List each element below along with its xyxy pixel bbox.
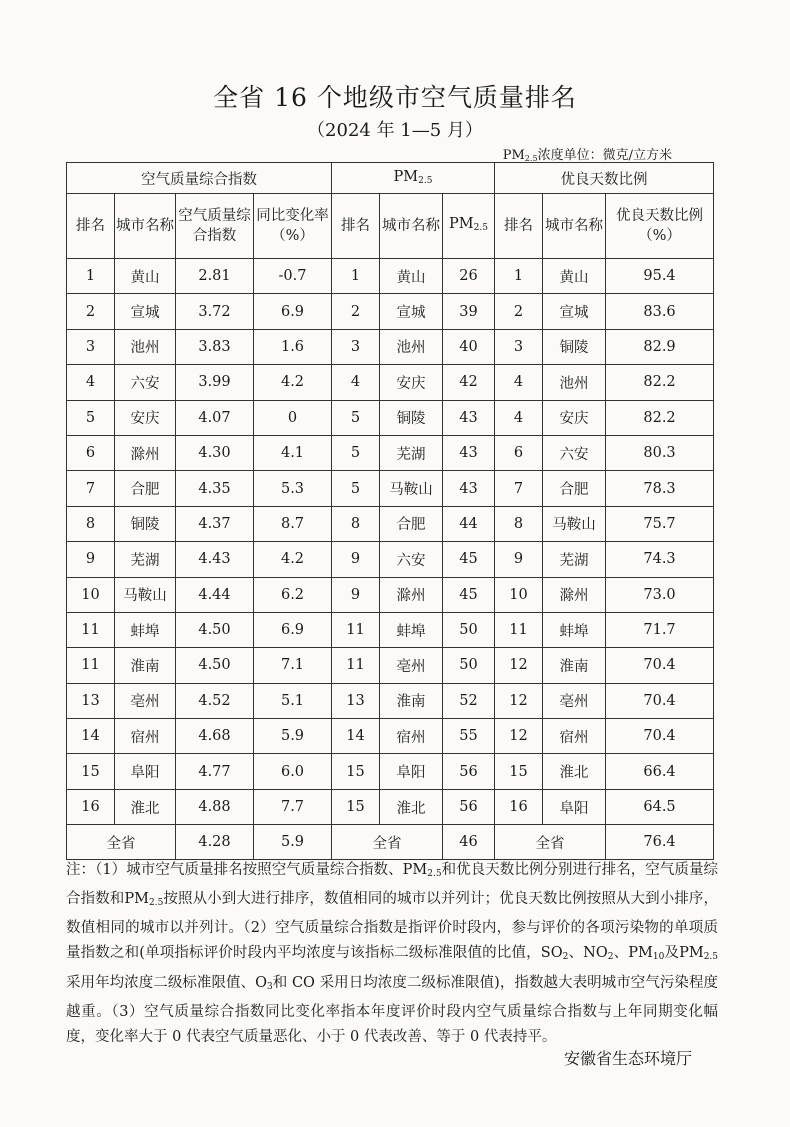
good-ratio: 82.2 xyxy=(606,365,714,400)
good-city: 铜陵 xyxy=(543,329,606,364)
good-city: 淮南 xyxy=(543,648,606,683)
table-row xyxy=(67,612,714,647)
pm25-rank: 1 xyxy=(332,259,380,294)
aqi-rank: 10 xyxy=(67,577,115,612)
header-city: 城市名称 xyxy=(115,194,176,259)
aqi-index: 4.88 xyxy=(176,789,254,824)
good-ratio: 75.7 xyxy=(606,506,714,541)
aqi-index: 4.30 xyxy=(176,435,254,470)
good-ratio: 70.4 xyxy=(606,683,714,718)
pm25-city: 亳州 xyxy=(380,648,443,683)
aqi-rank: 8 xyxy=(67,506,115,541)
unit-label: $PM_{2.5}$浓度单位：微克/立方米 xyxy=(502,148,672,163)
pm25-city: 淮南 xyxy=(380,683,443,718)
header-rank: 排名 xyxy=(67,194,115,259)
table-row xyxy=(67,683,714,718)
good-city: 淮北 xyxy=(543,754,606,789)
issuer: 安徽省生态环境厅 xyxy=(563,1049,692,1068)
pm25-value: 50 xyxy=(443,612,495,647)
aqi-rank: 9 xyxy=(67,542,115,577)
pm25-city: 六安 xyxy=(380,542,443,577)
pm25-city: 蚌埠 xyxy=(380,612,443,647)
aqi-index: 3.99 xyxy=(176,365,254,400)
yoy-change: 7.1 xyxy=(254,648,332,683)
aqi-city: 亳州 xyxy=(115,683,176,718)
aqi-rank: 11 xyxy=(67,612,115,647)
yoy-change: 1.6 xyxy=(254,329,332,364)
pm25-city: 芜湖 xyxy=(380,435,443,470)
good-rank: 7 xyxy=(495,471,543,506)
good-rank: 4 xyxy=(495,365,543,400)
good-city: 马鞍山 xyxy=(543,506,606,541)
aqi-rank: 15 xyxy=(67,754,115,789)
pm25-value: 56 xyxy=(443,789,495,824)
pm25-value: 44 xyxy=(443,506,495,541)
pm25-city: 铜陵 xyxy=(380,400,443,435)
yoy-change: 0 xyxy=(254,400,332,435)
aqi-index: 4.77 xyxy=(176,754,254,789)
good-ratio: 70.4 xyxy=(606,719,714,754)
yoy-change: -0.7 xyxy=(254,259,332,294)
good-ratio: 64.5 xyxy=(606,789,714,824)
pm25-city: 合肥 xyxy=(380,506,443,541)
good-city: 宣城 xyxy=(543,294,606,329)
yoy-change: 5.3 xyxy=(254,471,332,506)
good-city: 亳州 xyxy=(543,683,606,718)
good-rank: 11 xyxy=(495,612,543,647)
good-city: 滁州 xyxy=(543,577,606,612)
good-rank: 6 xyxy=(495,435,543,470)
header-rank: 排名 xyxy=(332,194,380,259)
aqi-rank: 2 xyxy=(67,294,115,329)
aqi-city: 六安 xyxy=(115,365,176,400)
yoy-change: 6.0 xyxy=(254,754,332,789)
good-rank: 3 xyxy=(495,329,543,364)
yoy-change: 7.7 xyxy=(254,789,332,824)
group-pm25: $PM_{2.5}$ xyxy=(332,163,495,194)
pm25-city: 黄山 xyxy=(380,259,443,294)
aqi-rank: 14 xyxy=(67,719,115,754)
yoy-change: 4.2 xyxy=(254,542,332,577)
good-city: 黄山 xyxy=(543,259,606,294)
good-ratio: 73.0 xyxy=(606,577,714,612)
table-row xyxy=(67,789,714,824)
yoy-change: 4.2 xyxy=(254,365,332,400)
pm25-city: 滁州 xyxy=(380,577,443,612)
pm25-value: 45 xyxy=(443,577,495,612)
pm25-city: 宣城 xyxy=(380,294,443,329)
aqi-index: 4.44 xyxy=(176,577,254,612)
good-city: 安庆 xyxy=(543,400,606,435)
good-rank: 10 xyxy=(495,577,543,612)
total-label: 全省 xyxy=(495,825,606,860)
pm25-value: 39 xyxy=(443,294,495,329)
aqi-city: 宿州 xyxy=(115,719,176,754)
pm25-rank: 9 xyxy=(332,542,380,577)
total-row xyxy=(67,825,714,860)
good-rank: 12 xyxy=(495,719,543,754)
aqi-index: 4.68 xyxy=(176,719,254,754)
aqi-rank: 13 xyxy=(67,683,115,718)
table-row xyxy=(67,506,714,541)
pm25-city: 宿州 xyxy=(380,719,443,754)
table-row xyxy=(67,365,714,400)
pm25-value: 56 xyxy=(443,754,495,789)
yoy-change: 5.1 xyxy=(254,683,332,718)
aqi-city: 宣城 xyxy=(115,294,176,329)
pm25-rank: 2 xyxy=(332,294,380,329)
ranking-table xyxy=(66,162,714,860)
aqi-city: 合肥 xyxy=(115,471,176,506)
pm25-city: 安庆 xyxy=(380,365,443,400)
table-row xyxy=(67,719,714,754)
table-row xyxy=(67,754,714,789)
good-ratio: 82.9 xyxy=(606,329,714,364)
pm25-value: 55 xyxy=(443,719,495,754)
pm25-value: 45 xyxy=(443,542,495,577)
aqi-rank: 16 xyxy=(67,789,115,824)
header-rank: 排名 xyxy=(495,194,543,259)
table-row xyxy=(67,259,714,294)
pm25-value: 43 xyxy=(443,400,495,435)
pm25-rank: 5 xyxy=(332,435,380,470)
pm25-rank: 3 xyxy=(332,329,380,364)
pm25-rank: 11 xyxy=(332,612,380,647)
aqi-city: 淮南 xyxy=(115,648,176,683)
aqi-city: 阜阳 xyxy=(115,754,176,789)
aqi-index: 4.50 xyxy=(176,612,254,647)
pm25-value: 43 xyxy=(443,471,495,506)
total-label: 全省 xyxy=(332,825,443,860)
aqi-city: 芜湖 xyxy=(115,542,176,577)
total-aqi-index: 4.28 xyxy=(176,825,254,860)
header-pm25: $PM_{2.5}$ xyxy=(443,194,495,259)
pm25-rank: 8 xyxy=(332,506,380,541)
pm25-city: 淮北 xyxy=(380,789,443,824)
total-good-ratio: 76.4 xyxy=(606,825,714,860)
aqi-index: 4.37 xyxy=(176,506,254,541)
good-rank: 9 xyxy=(495,542,543,577)
good-rank: 8 xyxy=(495,506,543,541)
aqi-rank: 4 xyxy=(67,365,115,400)
aqi-city: 蚌埠 xyxy=(115,612,176,647)
pm25-value: 43 xyxy=(443,435,495,470)
good-ratio: 78.3 xyxy=(606,471,714,506)
pm25-value: 50 xyxy=(443,648,495,683)
pm25-value: 26 xyxy=(443,259,495,294)
pm25-city: 马鞍山 xyxy=(380,471,443,506)
good-city: 阜阳 xyxy=(543,789,606,824)
table-row xyxy=(67,400,714,435)
yoy-change: 6.2 xyxy=(254,577,332,612)
aqi-rank: 6 xyxy=(67,435,115,470)
good-ratio: 83.6 xyxy=(606,294,714,329)
pm25-value: 40 xyxy=(443,329,495,364)
total-yoy-change: 5.9 xyxy=(254,825,332,860)
table-row xyxy=(67,435,714,470)
aqi-rank: 1 xyxy=(67,259,115,294)
table-row xyxy=(67,542,714,577)
aqi-rank: 7 xyxy=(67,471,115,506)
good-city: 芜湖 xyxy=(543,542,606,577)
aqi-index: 4.43 xyxy=(176,542,254,577)
yoy-change: 8.7 xyxy=(254,506,332,541)
pm25-city: 池州 xyxy=(380,329,443,364)
pm25-rank: 14 xyxy=(332,719,380,754)
aqi-city: 滁州 xyxy=(115,435,176,470)
pm25-rank: 9 xyxy=(332,577,380,612)
header-aqi-index: 空气质量综合指数 xyxy=(176,194,254,259)
header-good-ratio: 优良天数比例（%） xyxy=(606,194,714,259)
table-row xyxy=(67,294,714,329)
yoy-change: 4.1 xyxy=(254,435,332,470)
table-row xyxy=(67,577,714,612)
aqi-index: 3.83 xyxy=(176,329,254,364)
header-city: 城市名称 xyxy=(380,194,443,259)
pm25-value: 42 xyxy=(443,365,495,400)
header-city: 城市名称 xyxy=(543,194,606,259)
yoy-change: 5.9 xyxy=(254,719,332,754)
aqi-city: 铜陵 xyxy=(115,506,176,541)
good-rank: 1 xyxy=(495,259,543,294)
good-rank: 4 xyxy=(495,400,543,435)
good-city: 合肥 xyxy=(543,471,606,506)
yoy-change: 6.9 xyxy=(254,612,332,647)
aqi-city: 池州 xyxy=(115,329,176,364)
aqi-index: 4.07 xyxy=(176,400,254,435)
pm25-value: 52 xyxy=(443,683,495,718)
aqi-city: 淮北 xyxy=(115,789,176,824)
good-ratio: 70.4 xyxy=(606,648,714,683)
pm25-rank: 5 xyxy=(332,400,380,435)
good-rank: 12 xyxy=(495,683,543,718)
good-city: 池州 xyxy=(543,365,606,400)
good-rank: 12 xyxy=(495,648,543,683)
good-ratio: 95.4 xyxy=(606,259,714,294)
aqi-rank: 5 xyxy=(67,400,115,435)
aqi-rank: 11 xyxy=(67,648,115,683)
total-pm25: 46 xyxy=(443,825,495,860)
pm25-rank: 13 xyxy=(332,683,380,718)
page-subtitle: （2024 年 1—5 月） xyxy=(307,120,483,141)
pm25-rank: 5 xyxy=(332,471,380,506)
good-ratio: 66.4 xyxy=(606,754,714,789)
table-row xyxy=(67,329,714,364)
aqi-index: 4.35 xyxy=(176,471,254,506)
good-ratio: 71.7 xyxy=(606,612,714,647)
aqi-rank: 3 xyxy=(67,329,115,364)
good-ratio: 82.2 xyxy=(606,400,714,435)
good-ratio: 80.3 xyxy=(606,435,714,470)
aqi-city: 安庆 xyxy=(115,400,176,435)
group-good-days: 优良天数比例 xyxy=(495,163,714,194)
aqi-index: 3.72 xyxy=(176,294,254,329)
table-row xyxy=(67,648,714,683)
page-title: 全省 16 个地级市空气质量排名 xyxy=(213,83,577,112)
good-city: 六安 xyxy=(543,435,606,470)
table-row xyxy=(67,471,714,506)
group-aqi: 空气质量综合指数 xyxy=(67,163,332,194)
aqi-index: 2.81 xyxy=(176,259,254,294)
footnote: 注：（1）城市空气质量排名按照空气质量综合指数、$PM_{2.5}$和优良天数比例分别进行排名，空气质量综合指数和$PM_{2.5}$按照从小到大进行排序，数值相同的城市以并列计；优良天数比例按照从大到小排序，数值相同的城市以并列计。（2）空气质量综合指数是指评价时段内，参与评价的各项污染物的单项质量指数之和(单项指标评价时段内平均浓度与该指标二级标准限值的比值，$SO_2$、$NO_2$、$PM_{10}$及$PM_{2.5}$采用年均浓度二级标准限值、$O_3$和 CO 采用日均浓度二级标准限值)，指数越大表明城市空气污染程度越重。（3）空气质量综合指数同比变化率指本年度评价时段内空气质量综合指数与上年同期变化幅度，变化率大于 0 代表空气质量恶化、小于 0 代表改善、等于 0 代表持平。 xyxy=(66,862,719,1045)
good-rank: 2 xyxy=(495,294,543,329)
pm25-rank: 15 xyxy=(332,754,380,789)
aqi-index: 4.52 xyxy=(176,683,254,718)
total-label: 全省 xyxy=(67,825,176,860)
good-ratio: 74.3 xyxy=(606,542,714,577)
aqi-city: 马鞍山 xyxy=(115,577,176,612)
pm25-rank: 15 xyxy=(332,789,380,824)
pm25-city: 阜阳 xyxy=(380,754,443,789)
pm25-rank: 4 xyxy=(332,365,380,400)
good-city: 蚌埠 xyxy=(543,612,606,647)
good-rank: 16 xyxy=(495,789,543,824)
header-yoy-change: 同比变化率（%） xyxy=(254,194,332,259)
good-city: 宿州 xyxy=(543,719,606,754)
aqi-city: 黄山 xyxy=(115,259,176,294)
aqi-index: 4.50 xyxy=(176,648,254,683)
yoy-change: 6.9 xyxy=(254,294,332,329)
good-rank: 15 xyxy=(495,754,543,789)
pm25-rank: 11 xyxy=(332,648,380,683)
